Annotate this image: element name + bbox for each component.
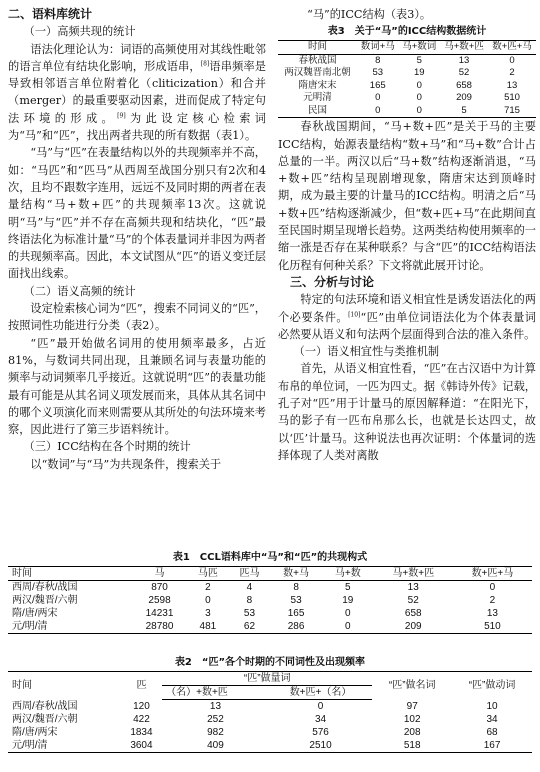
table-cell: 2598 (148, 595, 171, 606)
table-cell: 28780 (132, 620, 187, 634)
table-cell: 208 (403, 727, 421, 738)
table-cell: 0 (205, 595, 211, 606)
table-row (278, 67, 536, 80)
table1 (8, 566, 532, 634)
table-header-cell: 时间 (278, 41, 357, 55)
table-header-row (8, 672, 532, 686)
table-cell: 510 (504, 92, 520, 104)
table-cell: 5 (416, 54, 422, 66)
table-header-cell: 马+数 (322, 567, 374, 581)
table-row (8, 607, 532, 620)
table-cell: 2 (509, 67, 515, 79)
header-noun: “匹”做名词 (372, 672, 452, 700)
table-header-row (8, 567, 532, 581)
header-classifier-group: “匹”做量词 (162, 672, 372, 686)
table-cell: 165 (287, 608, 305, 619)
table-cell: 8 (375, 54, 381, 66)
table-cell: 658 (404, 608, 422, 619)
subsection-heading-2-2: （二）语义高频的统计 (23, 284, 136, 298)
table1-body (8, 581, 532, 634)
paragraph: 春秋战国期间，“马+数+匹”是关于马的主要ICC结构，始源表量结构“数+马”和“马+数”合计占总量的一半。两汉以后“马+数”结构逐渐消退，“马+数+匹”结构呈现剧增现象，隋唐宋达到顶峰时期，成为最主要的计量马的ICC结构。明清之后“马+数+匹”结构逐渐减少，但“数+匹+马”在此期间直至民国时期呈现增长趋势。这两类结构使用频率的一缩一涨是否存在某种联系？与含“匹”的ICC结构语法化历程有何种关系？下文将就此展开讨论。 (278, 120, 536, 272)
table-row (8, 594, 532, 607)
table-cell: 62 (229, 620, 271, 634)
table-cell: 0 (509, 54, 515, 66)
table-cell: 13 (506, 79, 518, 91)
table-cell: 13 (458, 54, 470, 66)
table1-caption: 表1 CCL语料库中“马”和“匹”的共现构式 (172, 552, 368, 563)
table-cell: 2510 (269, 739, 373, 753)
table-cell: 0 (357, 105, 399, 118)
subsection-heading-2-3: （三）ICC结构在各个时期的统计 (23, 440, 191, 454)
table-header-cell: 数词+马 (357, 41, 399, 55)
table-cell: 0 (399, 105, 441, 118)
table-cell: 209 (374, 620, 453, 634)
table-cell: 53 (243, 608, 256, 619)
table-cell: 165 (369, 79, 386, 91)
table-cell: 2 (489, 595, 496, 606)
table-row (278, 54, 536, 67)
table-cell: 68 (486, 727, 498, 738)
table-header-cell: 马 (132, 567, 187, 581)
paragraph: 设定检索核心词为“匹”，搜索不同词义的“匹”，按照词性功能进行分类（表2）。 (8, 302, 266, 333)
table-cell: 0 (489, 582, 496, 593)
table-cell: 13 (407, 582, 419, 593)
table2-body (8, 700, 532, 753)
table-row (278, 80, 536, 93)
table-cell: 0 (345, 608, 351, 619)
table-cell: 隋/唐/两宋 (12, 608, 58, 619)
table-cell: 14231 (145, 608, 174, 619)
table-cell: 3 (205, 608, 211, 619)
table-cell: 13 (209, 701, 222, 712)
table-cell: 元明清 (303, 92, 332, 104)
table-cell: 两汉魏晋南北朝 (284, 67, 351, 79)
paragraph-continuation: “马”的ICC结构（表3）。 (307, 8, 432, 21)
paragraph: 首先，从语义相宜性看，“匹”在古汉语中为计算布帛的单位词，一匹为四丈。据《韩诗外传》记载，孔子对“匹”用于计量马的原因解释道：“在阳光下，马的影子有一匹布帛那么长，也就是长达四丈，故以‘匹’计量马。这种说法也再次证明：个体量词的选择体现了人类对离散 (278, 362, 536, 462)
table-row (8, 620, 532, 634)
table-cell: 120 (133, 700, 150, 712)
section-heading-2: 二、语料库统计 (8, 7, 93, 21)
table-header-cell: 数+马 (270, 567, 322, 581)
table-header-cell: 马+数词 (399, 41, 441, 55)
table-cell: 0 (317, 701, 324, 712)
table-cell: 53 (290, 595, 302, 606)
paragraph: 特定的句法环境和语义相宜性是诱发语法化的两个必要条件。[10]“匹”由单位词语法化为个体表量词必然要从语义和句法两个层面得到合法的准入条件。 (278, 293, 536, 341)
table-cell: 658 (456, 79, 472, 91)
table-cell: 34 (314, 714, 327, 725)
table-cell: 隋/唐/两宋 (12, 727, 58, 738)
table-cell: 0 (375, 92, 381, 104)
table-cell: 52 (458, 67, 470, 79)
header-pi: 匹 (121, 672, 162, 700)
paragraph: 以“数词”与“马”为共现条件，搜索关于 (30, 457, 222, 471)
table-row (8, 713, 532, 726)
table-cell: 0 (416, 92, 422, 104)
table2-caption: 表2 “匹”各个时期的不同词性及出现频率 (174, 657, 366, 668)
table-cell: 元/明/清 (8, 620, 132, 634)
table-cell: 0 (322, 620, 374, 634)
paragraph: 语法化理论认为：词语的高频使用对其线性毗邻的语言单位有结块化影响，形成语串，[8]语串频率是导致相邻语言单位附着化（cliticization）和合并（merger）的最重要驱动因素，进而促成了特定句法环境的形成。[9]为此设定核心检索词为“马”和“匹”，找出两者共现的所有数据（表1）。 (8, 42, 266, 143)
table-row (278, 92, 536, 105)
table-cell: 102 (403, 714, 421, 725)
table2 (8, 671, 532, 753)
table-cell: 209 (456, 92, 472, 104)
table-cell: 2 (205, 582, 211, 593)
table-row (8, 739, 532, 753)
table-cell: 西周/春秋/战国 (12, 700, 78, 712)
table-row (278, 105, 536, 118)
table-cell: 8 (293, 582, 299, 593)
table-cell: 隋唐宋末 (298, 79, 337, 91)
table-cell: 3604 (121, 739, 162, 753)
header-sub1: （名）+数+匹 (162, 686, 269, 700)
table-cell: 元/明/清 (8, 739, 121, 753)
citation: [8] (200, 60, 210, 68)
table-cell: 13 (486, 608, 498, 619)
table-header-cell: 时间 (8, 567, 132, 581)
table-cell: 422 (133, 714, 150, 725)
header-sub2: 数+匹+（名） (269, 686, 373, 700)
table-cell: 民国 (278, 105, 357, 118)
table-row (8, 581, 532, 595)
table-cell: 510 (453, 620, 532, 634)
table-cell: 982 (207, 727, 224, 738)
table3-caption: 表3 关于“马”的ICC结构数据统计 (327, 26, 487, 38)
table-cell: 两汉/魏晋/六朝 (12, 714, 78, 725)
table-cell: 576 (312, 727, 329, 738)
table-cell: 0 (416, 79, 422, 91)
table-cell: 409 (162, 739, 269, 753)
table-header-cell: 马+数+匹 (440, 41, 488, 55)
table-cell: 5 (440, 105, 488, 118)
table-cell: 8 (246, 595, 253, 606)
citation: [10] (348, 310, 361, 318)
section-heading-3: 三、分析与讨论 (290, 274, 375, 289)
subsection-heading-2-1: （一）高频共现的统计 (23, 25, 136, 39)
header-time: 时间 (8, 672, 121, 700)
table1-block (8, 549, 532, 634)
table-cell: 34 (486, 714, 498, 725)
table-cell: 715 (488, 105, 536, 118)
table3-body (278, 54, 536, 118)
table-cell: 两汉/魏晋/六朝 (12, 595, 78, 606)
table-cell: 286 (270, 620, 322, 634)
table-header-row (278, 41, 536, 55)
table-cell: 春秋战国 (298, 54, 337, 66)
header-verb: “匹”做动词 (452, 672, 532, 700)
table-header-cell: 马匹 (187, 567, 229, 581)
left-column (8, 6, 266, 473)
table-cell: 10 (486, 700, 498, 712)
table-cell: 53 (372, 67, 384, 79)
table-cell: 4 (246, 582, 253, 593)
paragraph: “匹”最开始做名词用的使用频率最多，占近81%，与数词共同出现，且兼顾名词与表量功能的频率与动词频率几乎接近。这就说明“匹”的表量功能最有可能是从其名词义项发展而来，具体从其名词中的哪个义项演化而来则需要从其所处的句法环境来考察，因此进行了第三步语料统计。 (8, 336, 266, 437)
table-header-cell: 数+匹+马 (488, 41, 536, 55)
table-header-cell: 数+匹+马 (453, 567, 532, 581)
subsection-heading-3-1: （一）语义相宜性与类推机制 (293, 345, 440, 359)
right-column (278, 6, 536, 464)
table2-block (8, 654, 532, 753)
table-cell: 19 (342, 595, 354, 606)
table-cell: 870 (151, 582, 168, 593)
table-header-cell: 匹马 (229, 567, 271, 581)
table-cell: 19 (413, 67, 425, 79)
table-row (8, 700, 532, 714)
table3 (278, 40, 536, 118)
table-cell: 5 (345, 582, 351, 593)
table-cell: 97 (406, 700, 418, 712)
table-cell: 1834 (130, 727, 153, 738)
table-cell: 52 (407, 595, 419, 606)
table-cell: 西周/春秋/战国 (12, 582, 78, 593)
table-header-cell: 马+数+匹 (374, 567, 453, 581)
paragraph: “马”与“匹”在表量结构以外的共现频率并不高，如：“马匹”和“匹马”从西周至战国分别只有2次和4次，且均不跟数字连用，远远不及同时期的两者在表量结构“马+数+匹”的共现频率13次。这就说明“马”与“匹”并不存在高频共现和结块化，“匹”最终语法化为标准计量“马”的个体表量词并非因为两者的共现频率高。因此，本文试图从“匹”的语义变迁层面找出线索。 (8, 146, 266, 281)
citation: [9] (117, 112, 126, 120)
table-row (8, 726, 532, 739)
table-cell: 481 (187, 620, 229, 634)
table-cell: 167 (452, 739, 532, 753)
table-cell: 252 (207, 714, 224, 725)
table-cell: 518 (372, 739, 452, 753)
